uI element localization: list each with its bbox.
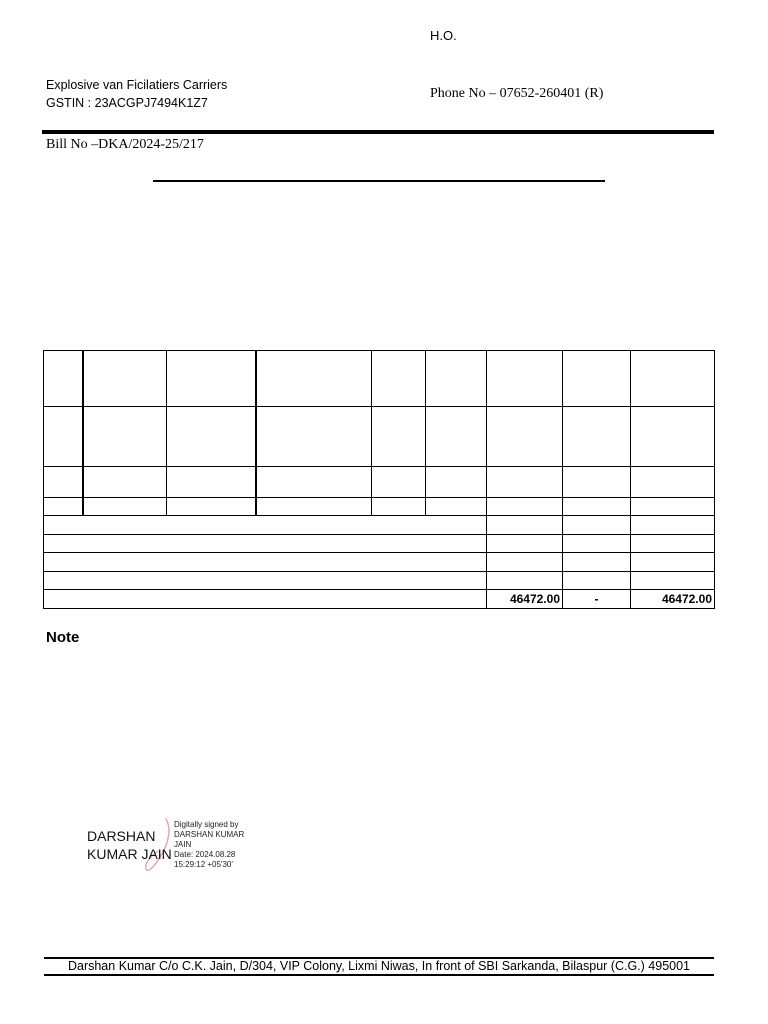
table-cell: [44, 516, 487, 535]
table-cell: [631, 572, 715, 590]
signature-info-line: JAIN: [174, 840, 192, 849]
table-cell: [426, 351, 487, 407]
table-cell: [256, 407, 372, 467]
phone-number: Phone No – 07652-260401 (R): [430, 86, 604, 101]
table-row: [44, 407, 715, 467]
summary-row: [44, 553, 715, 572]
table-cell: [487, 467, 563, 498]
table-cell: [83, 351, 167, 407]
table-cell: [44, 351, 83, 407]
table-cell: [372, 498, 426, 516]
signature-date: Date: 2024.08.28: [174, 850, 236, 859]
table-cell: [83, 498, 167, 516]
table-cell: [631, 351, 715, 407]
table-cell: [256, 467, 372, 498]
table-cell: [487, 572, 563, 590]
table-cell: [563, 351, 631, 407]
table-cell: [487, 351, 563, 407]
table-cell: [631, 498, 715, 516]
table-cell: [631, 553, 715, 572]
table-cell: [563, 535, 631, 553]
table-cell: [167, 498, 256, 516]
table-row: [44, 498, 715, 516]
table-row: [44, 467, 715, 498]
table-header-row: [44, 351, 715, 407]
table-cell: [372, 351, 426, 407]
table-cell: [167, 407, 256, 467]
grand-total: 46472.00: [631, 590, 715, 609]
table-cell: [487, 498, 563, 516]
total-row: [44, 590, 715, 609]
table-cell: [44, 407, 83, 467]
signature-info-line: DARSHAN KUMAR: [174, 830, 245, 839]
total-tax: -: [563, 590, 631, 609]
table-cell: [487, 407, 563, 467]
title-divider: [153, 180, 605, 182]
table-cell: [372, 467, 426, 498]
table-cell: [426, 498, 487, 516]
table-cell: [631, 535, 715, 553]
table-cell: [256, 498, 372, 516]
table-cell: [563, 498, 631, 516]
signature-info-line: Digitally signed by: [174, 820, 239, 829]
table-cell: [426, 467, 487, 498]
table-cell: [487, 516, 563, 535]
signature-name-line1: DARSHAN: [87, 828, 156, 844]
table-cell: [631, 407, 715, 467]
table-cell: [256, 351, 372, 407]
table-cell: [563, 516, 631, 535]
table-cell: [563, 553, 631, 572]
table-cell: [487, 535, 563, 553]
table-cell: [44, 590, 487, 609]
summary-row: [44, 535, 715, 553]
table-cell: [44, 467, 83, 498]
footer-divider-bottom: [44, 974, 714, 976]
table-cell: [631, 467, 715, 498]
table-cell: [372, 407, 426, 467]
head-office-label: H.O.: [430, 28, 457, 43]
gstin: GSTIN : 23ACGPJ7494K1Z7: [46, 96, 208, 110]
invoice-table: [43, 350, 715, 609]
table-cell: [563, 407, 631, 467]
bill-number: Bill No –DKA/2024-25/217: [46, 137, 204, 152]
table-cell: [44, 498, 83, 516]
company-name: Explosive van Ficilatiers Carriers: [46, 78, 228, 92]
table-cell: [563, 467, 631, 498]
summary-row: [44, 572, 715, 590]
signature-name-line2: KUMAR JAIN: [87, 846, 172, 862]
table-cell: [426, 407, 487, 467]
company-block: [46, 76, 227, 112]
table-cell: [487, 553, 563, 572]
digital-signature-info: [174, 820, 244, 870]
table-cell: [44, 553, 487, 572]
signature-time: 15:29:12 +05'30': [174, 860, 233, 869]
signature-name: [87, 827, 172, 863]
footer-address: Darshan Kumar C/o C.K. Jain, D/304, VIP Colony, Lixmi Niwas, In front of SBI Sarkanda, Bilaspur (C.G.) 495001: [67, 959, 691, 973]
table-cell: [44, 535, 487, 553]
table-cell: [631, 516, 715, 535]
header-divider: [42, 130, 714, 134]
total-amount: 46472.00: [487, 590, 563, 609]
table-cell: [83, 407, 167, 467]
table-cell: [563, 572, 631, 590]
summary-row: [44, 516, 715, 535]
note-label: Note: [46, 629, 80, 646]
table-cell: [83, 467, 167, 498]
table-cell: [167, 467, 256, 498]
table-cell: [167, 351, 256, 407]
table-cell: [44, 572, 487, 590]
